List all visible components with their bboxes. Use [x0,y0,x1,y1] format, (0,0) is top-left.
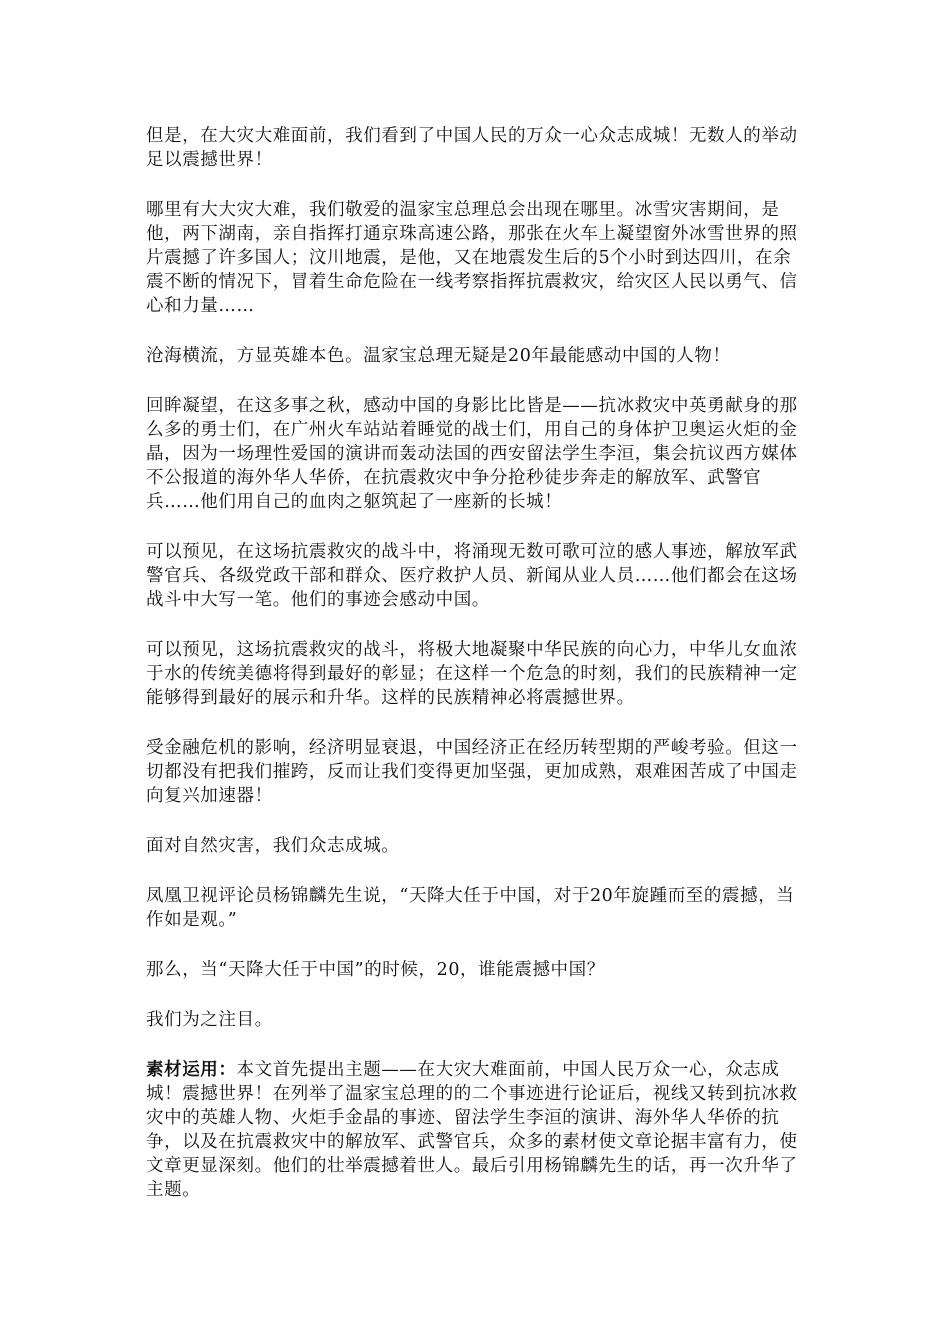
paragraph-7: 受金融危机的影响，经济明显衰退，中国经济正在经历转型期的严峻考验。但这一切都没有把我们摧跨，反而让我们变得更加坚强，更加成熟，艰难困苦成了中国走向复兴加速器！ [146,738,798,806]
paragraph-5: 可以预见，在这场抗震救灾的战斗中，将涌现无数可歌可泣的感人事迹，解放军武警官兵、各级党政干部和群众、医疗救护人员、新闻从业人员……他们都会在这场战斗中大写一笔。他们的事迹会感动中国。 [146,542,798,610]
commentary-label: 素材运用： [146,1060,237,1080]
paragraph-1: 但是，在大灾大难面前，我们看到了中国人民的万众一心众志成城！无数人的举动足以震撼世界！ [146,126,798,170]
commentary-text: 本文首先提出主题——在大灾大难面前，中国人民万众一心，众志成城！震撼世界！在列举了温家宝总理的的二个事迹进行论证后，视线又转到抗冰救灾中的英雄人物、火炬手金晶的事迹、留法学生李洹的演讲、海外华人华侨的抗争，以及在抗震救灾中的解放军、武警官兵，众多的素材使文章论据丰富有力，使文章更显深刻。他们的壮举震撼着世人。最后引用杨锦麟先生的话，再一次升华了主题。 [146,1060,798,1200]
paragraph-9: 凤凰卫视评论员杨锦麟先生说，“天降大任于中国，对于20年旋踵而至的震撼，当作如是观。” [146,886,795,930]
commentary-paragraph [146,1058,808,1202]
document-page [146,124,808,1228]
paragraph-3: 沧海横流，方显英雄本色。温家宝总理无疑是20年最能感动中国的人物！ [146,346,731,366]
paragraph-6: 可以预见，这场抗震救灾的战斗，将极大地凝聚中华民族的向心力，中华儿女血浓于水的传统美德将得到最好的彰显；在这样一个危急的时刻，我们的民族精神一定能够得到最好的展示和升华。这样的民族精神必将震撼世界。 [146,640,798,708]
paragraph-10: 那么，当“天降大任于中国”的时候，20，谁能震撼中国？ [146,960,605,980]
paragraph-8: 面对自然灾害，我们众志成城。 [146,836,400,856]
paragraph-11: 我们为之注目。 [146,1010,273,1030]
paragraph-2: 哪里有大大灾大难，我们敬爱的温家宝总理总会出现在哪里。冰雪灾害期间，是他，两下湖南，亲自指挥打通京珠高速公路，那张在火车上凝望窗外冰雪世界的照片震撼了许多国人；汶川地震，是他，又在地震发生后的5个小时到达四川，在余震不断的情况下，冒着生命危险在一线考察指挥抗震救灾，给灾区人民以勇气、信心和力量…… [146,200,798,316]
paragraph-4: 回眸凝望，在这多事之秋，感动中国的身影比比皆是——抗冰救灾中英勇献身的那么多的勇士们，在广州火车站站着睡觉的战士们，用自己的身体护卫奥运火炬的金晶，因为一场理性爱国的演讲而轰动法国的西安留法学生李洹，集会抗议西方媒体不公报道的海外华人华侨，在抗震救灾中争分抢秒徒步奔走的解放军、武警官兵……他们用自己的血肉之躯筑起了一座新的长城！ [146,396,798,512]
